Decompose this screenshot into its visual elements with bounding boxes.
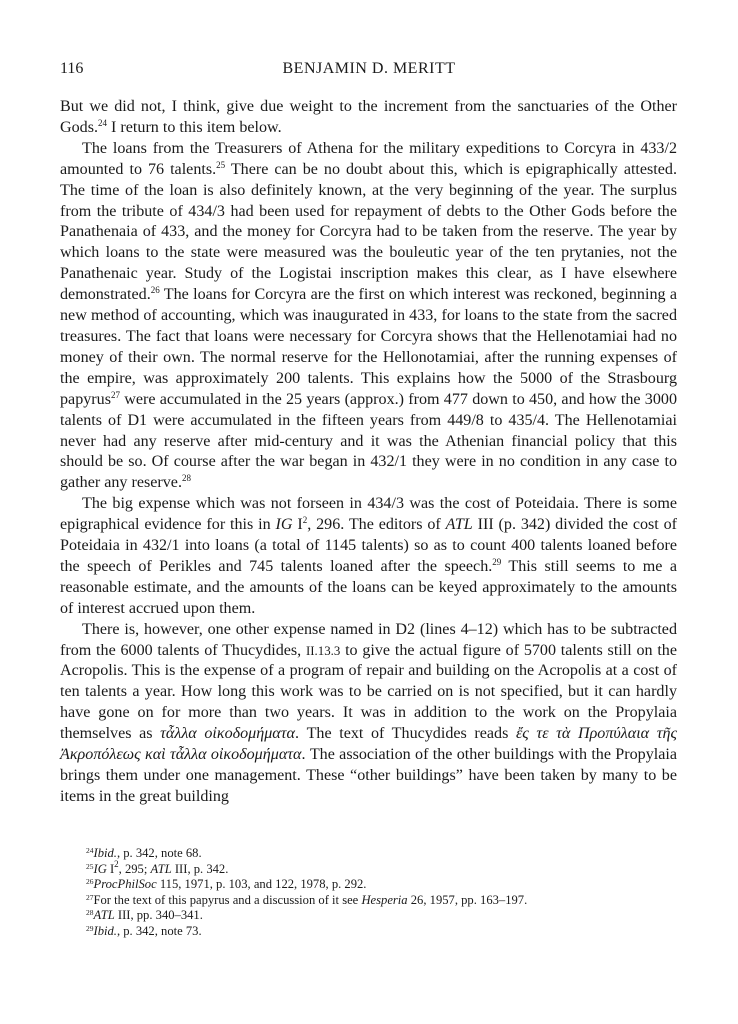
footnote-number: 26 bbox=[86, 877, 94, 887]
footnote-26: $^{26}$ProcPhilSoc 115, 1971, p. 103, and 122, 1978, p. 292. bbox=[86, 877, 367, 892]
footnote-ref-26: 26 bbox=[150, 285, 160, 296]
paragraph-2: The loans from the Treasurers of Athena for the military expeditions to Corcyra in 433/2 amounted to 76 talents.$^{25}$ There can be no doubt about this, which is epigraphically attested. The time of the loan is also definitely known, at the very beginning of the year. The surplus from the tribute of 434/3 had been used for repayment of debts to the Other Gods before the Panathenaia of 433, and the money for Corcyra had to be taken from the reserve. The year by which loans to the state were measured was the bouleutic year of the ten prytanies, not the Panathenaic year. Study of the Logistai inscription makes this clear, as I have elsewhere demonstrated.$^{26}$ The loans for Corcyra are the first on which interest was reckoned, beginning a new method of accounting, which was inaugurated in 433, for loans to the state from the sacred treasures. The fact that loans were necessary for Corcyra shows that the Hellenotamiai had no money of their own. The normal reserve for the Hellonotamiai, after the running expenses of the empire, was approximately 200 talents. This explains how the 5000 of the Strasbourg papyrus$^{27}$ were accumulated in the 25 years (approx.) from 477 down to 450, and how the 3000 talents of D1 were accumulated in the fifteen years from 449/8 to 435/4. The Hellenotamiai never had any reserve after mid-century and it was the Athenian financial policy that this should be so. Of course after the war began in 432/1 they were in no condition in any case to gather any reserve.$^{28}$ bbox=[60, 139, 677, 492]
footnote-ref-27: 27 bbox=[110, 389, 120, 400]
footnote-ref-29: 29 bbox=[492, 556, 502, 567]
paragraph-4: There is, however, one other expense named in D2 (lines 4–12) which has to be subtracted from the 6000 talents of Thucydides, II.13.3 to give the actual figure of 5700 talents still on the Acropolis. This is the expense of a program of repair and building on the Acropolis at a cost of ten talents a year. How long this work was to be carried on is not specified, but it can hardly have gone on for more than two years. It was in addition to the work on the Propylaia themselves as τἆλλα οἰκοδομήματα. The text of Thucydides reads ἔς τε τὰ Προπύλαια τῆς Ἀκροπόλεως καὶ τἆλλα οἰκοδομήματα. The association of the other buildings with the Propylaia brings them under one management. These “other buildings” have been taken by many to be items in the great building bbox=[60, 620, 678, 805]
footnote-number: 29 bbox=[86, 923, 94, 933]
footnote-ref-25: 25 bbox=[216, 159, 226, 170]
greek-quote: τἆλλα οἰκοδομήματα bbox=[160, 725, 295, 743]
footnote-ref-28: 28 bbox=[181, 473, 191, 484]
page-number: 116 bbox=[60, 60, 84, 77]
footnote-number: 25 bbox=[86, 861, 94, 871]
footnote-25: $^{25}$IG $I^2$, 295; ATL III, p. 342. bbox=[86, 858, 229, 876]
running-header bbox=[60, 60, 678, 82]
body-text bbox=[60, 97, 677, 808]
paragraph-3: The big expense which was not forseen in 434/3 was the cost of Poteidaia. There is some epigraphical evidence for this in IG $I^2$, 296. The editors of ATL III (p. 342) divided the cost of Poteidaia in 432/1 into loans (a total of 1145 talents) so as to count 400 talents loaned before the speech of Perikles and 745 talents loaned after the speech.$^{29}$ This still seems to me a reasonable estimate, and the amounts of the loans can be keyed approximately to the amounts of interest accrued upon them. bbox=[60, 495, 678, 617]
running-title: BENJAMIN D. MERITT bbox=[282, 60, 456, 77]
footnote-27: $^{27}$For the text of this papyrus and a discussion of it see Hesperia 26, 1957, pp. 163–197. bbox=[86, 892, 528, 907]
footnote-24: $^{24}$Ibid., p. 342, note 68. bbox=[86, 846, 202, 860]
footnote-29: $^{29}$Ibid., p. 342, note 73. bbox=[86, 923, 202, 938]
footnote-number: 27 bbox=[86, 892, 94, 902]
footnote-ref-24: 24 bbox=[98, 117, 108, 128]
footnote-28: $^{28}$ATL III, pp. 340–341. bbox=[86, 908, 203, 923]
footnote-number: 28 bbox=[86, 908, 94, 918]
footnotes bbox=[86, 846, 646, 940]
paragraph-1: But we did not, I think, give due weight to the increment from the sanctuaries of the Other Gods.$^{24}$ I return to this item below. bbox=[60, 98, 677, 136]
footnote-number: 24 bbox=[86, 846, 94, 855]
greek-quote: ἔς τε τὰ Προπύλαια τῆς Ἀκροπόλεως καὶ τἆλλα οἰκοδομήματα bbox=[60, 725, 678, 764]
